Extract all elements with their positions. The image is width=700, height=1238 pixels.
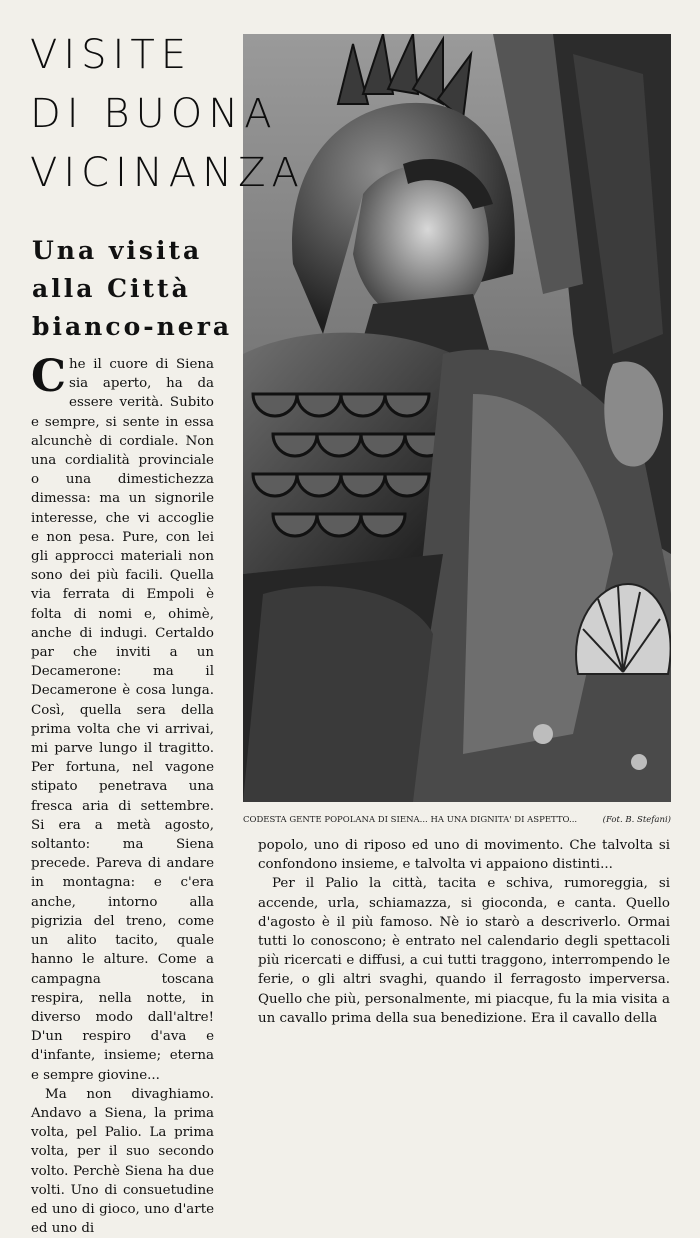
article-column-right xyxy=(258,836,670,1028)
caption-text: CODESTA GENTE POPOLANA DI SIENA... HA UNA DIGNITA' DI ASPETTO... xyxy=(243,815,578,825)
article-paragraph-1 xyxy=(31,351,214,1085)
armored-man-photo xyxy=(243,34,671,802)
article-paragraph-2: Ma non divaghiamo. Andavo a Siena, la prima volta, pel Palio. La prima volta, per il suo secondo volto. Perchè Siena ha due volti. Uno di consuetudine ed uno di gioco, uno d'arte ed uno di xyxy=(31,1086,214,1237)
subhead-line-1: Una visita xyxy=(32,236,203,265)
photo-caption xyxy=(243,815,671,825)
article-subhead xyxy=(32,232,237,346)
subhead-line-3: bianco-nera xyxy=(32,312,233,341)
article-paragraph-4: Per il Palio la città, tacita e schiva, rumoreggia, si accende, urla, schiamazza, si gioconda, e canta. Quello d'agosto è il più famoso. Nè io starò a descriverlo. Ormai tutti lo conoscono; è entrato nel calendario degli spettacoli più ricercati e diffusi, a cui tutti traggono, interrompendo le ferie, o gli altri svaghi, quando il ferragosto imperversa. Quello che più, personalmente, mi piacque, fu la mia visita a un cavallo prima della sua benedizione. Era il cavallo della xyxy=(258,876,670,1026)
article-column-left xyxy=(31,351,214,1238)
headline-line-2: DI BUONA xyxy=(30,91,278,137)
subhead-line-2: alla Città xyxy=(32,274,191,303)
article-paragraph-3: popolo, uno di riposo ed uno di movimento. Che talvolta si confondono insieme, e talvolta vi appaiono distinti... xyxy=(258,838,670,873)
drop-cap: C xyxy=(31,351,67,402)
article-headline xyxy=(30,26,305,203)
photo-credit: (Fot. B. Stefani) xyxy=(602,815,671,825)
headline-line-1: VISITE xyxy=(30,32,193,78)
headline-line-3: VICINANZA xyxy=(30,150,305,196)
paragraph-1-text: he il cuore di Siena sia aperto, ha da essere verità. Subito e sempre, si sente in essa alcunchè di cordiale. Non una cordialità provinciale o una dimestichezza dimessa: ma un signorile interesse, che vi accoglie e non pesa. Pure, con lei gli approcci materiali non sono dei più facili. Quella via ferrata di Empoli è folta di nomi e, ohimè, anche di indugi. Certaldo par che inviti a un Decamerone: ma il Decamerone è cosa lunga. Così, quella sera della prima volta che vi arrivai, mi parve lungo il tragitto. Per fortuna, nel vagone stipato penetrava una fresca aria di settembre. Si era a metà agosto, soltanto: ma Siena precede. Pareva di andare in montagna: e c'era anche, intorno alla pigrizia del treno, come un alito tacito, quale hanno le alture. Come a campagna toscana respira, nella notte, in diverso modo dall'altre! D'un respiro d'ava e d'infante, insieme; eterna e sempre giovine... xyxy=(31,357,214,1083)
